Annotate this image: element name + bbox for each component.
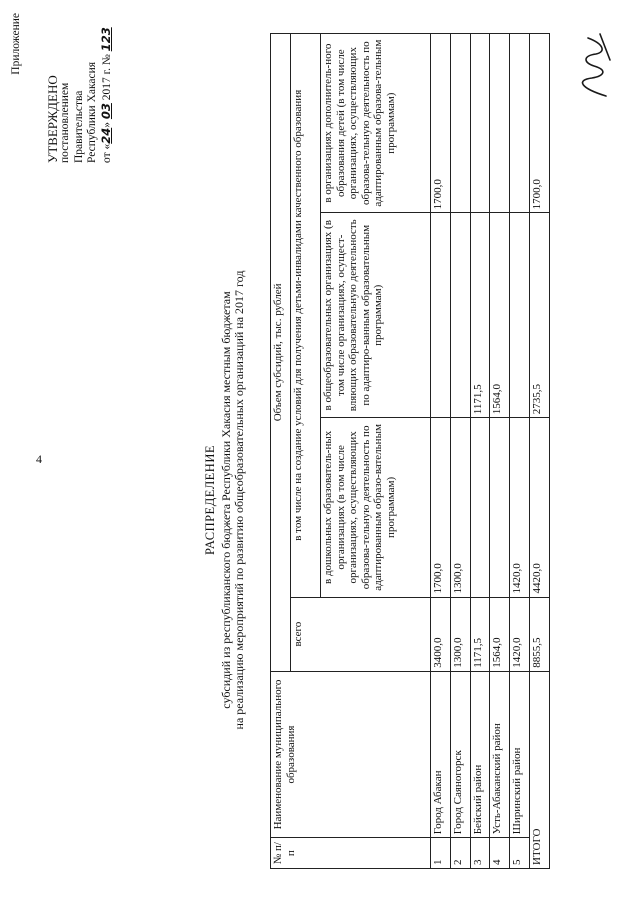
row-name: Город Абакан (431, 671, 451, 837)
date-mid: » (100, 121, 113, 128)
row-general: 1564,0 (490, 213, 510, 418)
row-total: 1171,5 (470, 597, 490, 671)
row-preschool (470, 418, 490, 597)
document-heading (204, 185, 247, 815)
header-name: Наименование муниципального образования (271, 671, 431, 837)
total-sum: 8855,5 (530, 597, 550, 671)
row-additional (510, 34, 530, 213)
total-preschool: 4420,0 (530, 418, 550, 597)
header-volume: Объем субсидий, тыс. рублей (271, 34, 291, 672)
row-total: 3400,0 (431, 597, 451, 671)
page-number: 4 (36, 452, 42, 466)
table-row (510, 34, 530, 869)
row-name: Город Саяногорск (450, 671, 470, 837)
row-num: 1 (431, 838, 451, 869)
row-name: Усть-Абаканский район (490, 671, 510, 837)
document-subtitle-2: на реализацию мероприятий по развитию общеобразовательных организаций на 2017 год (232, 270, 246, 730)
row-num: 4 (490, 838, 510, 869)
date-day: 24 (98, 127, 113, 144)
row-additional (450, 34, 470, 213)
row-preschool: 1300,0 (450, 418, 470, 597)
handwritten-signature (570, 30, 618, 100)
total-label: ИТОГО (530, 671, 550, 868)
row-name: Ширинский район (510, 671, 530, 837)
row-total: 1420,0 (510, 597, 530, 671)
row-total: 1564,0 (490, 597, 510, 671)
row-general (510, 213, 530, 418)
table-row (450, 34, 470, 869)
approved-label: УТВЕРЖДЕНО (44, 75, 60, 163)
header-total: всего (291, 597, 431, 671)
row-preschool (490, 418, 510, 597)
row-name: Бейский район (470, 671, 490, 837)
row-num: 5 (510, 838, 530, 869)
row-general: 1171,5 (470, 213, 490, 418)
row-num: 2 (450, 838, 470, 869)
header-general: в общеобразовательных организациях (в том числе организациях, осущест-вляющих образовательную деятельность по адаптиро-ванным образовательным программам) (321, 213, 431, 418)
row-preschool: 1700,0 (431, 418, 451, 597)
appendix-label: Приложение (10, 13, 22, 75)
total-general: 2735,5 (530, 213, 550, 418)
row-additional: 1700,0 (431, 34, 451, 213)
date-year: 2017 г. № (100, 54, 113, 101)
header-additional: в организациях дополнитель-ного образования детей (в том числе организациях, осуществляющих образова-тельную деятельность по адаптированным образова-тельным программам) (321, 34, 431, 213)
doc-number: 123 (98, 27, 113, 52)
approval-line-1: постановлением Правительства (59, 82, 85, 163)
table-row (470, 34, 490, 869)
subsidy-table (270, 33, 550, 869)
row-total: 1300,0 (450, 597, 470, 671)
header-including: в том числе на создание условий для получения детьми-инвалидами качественного образования (291, 34, 321, 598)
header-num: № п/п (271, 838, 431, 869)
table-row (490, 34, 510, 869)
row-general (450, 213, 470, 418)
approval-line-2: Республики Хакасия (86, 61, 98, 163)
row-additional (470, 34, 490, 213)
row-additional (490, 34, 510, 213)
row-general (431, 213, 451, 418)
document-subtitle-1: субсидий из республиканского бюджета Республики Хакасия местным бюджетам (218, 291, 233, 709)
document-title: РАСПРЕДЕЛЕНИЕ (203, 445, 217, 556)
total-additional: 1700,0 (530, 34, 550, 213)
date-prefix: от « (100, 143, 113, 163)
total-row (530, 34, 550, 869)
row-num: 3 (470, 838, 490, 869)
row-preschool: 1420,0 (510, 418, 530, 597)
approval-date (100, 13, 115, 163)
date-month: 03 (98, 103, 113, 120)
table-row (431, 34, 451, 869)
approval-block (10, 13, 114, 163)
header-preschool: в дошкольных образователь-ных организациях (в том числе организациях, осуществляющих образова-тельную деятельность по адаптированным образо-вательным программам) (321, 418, 431, 597)
